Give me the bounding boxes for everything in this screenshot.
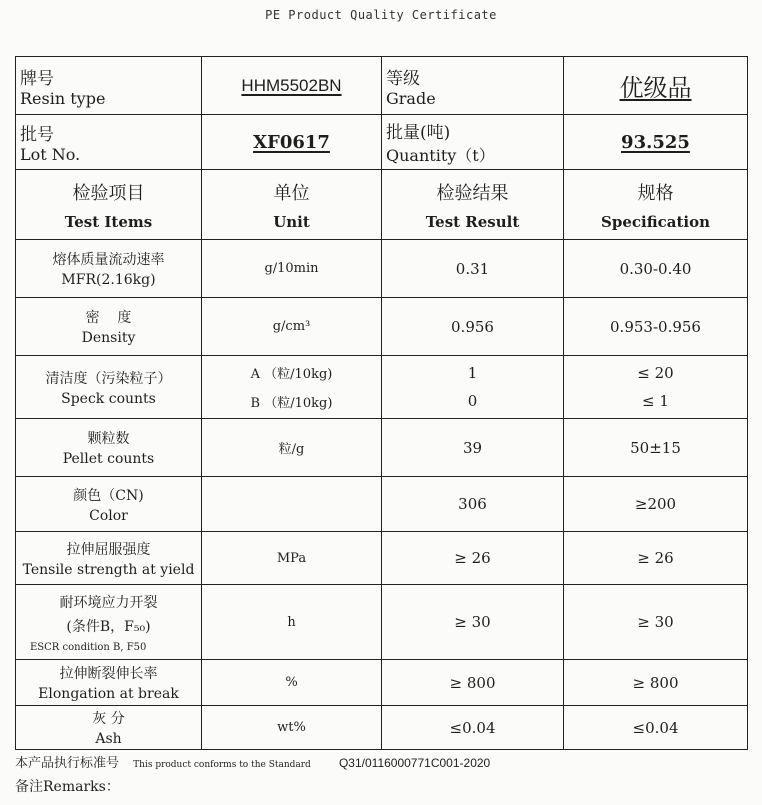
standard-en: This product conforms to the Standard xyxy=(133,760,311,770)
item-en: Pellet counts xyxy=(62,451,155,467)
header-en: Test Result xyxy=(425,212,520,231)
item-cn: 清洁度（污染粒子） xyxy=(45,370,172,387)
column-header-row xyxy=(16,170,748,240)
item-en: ESCR condition B, F50 xyxy=(30,641,147,653)
table-row xyxy=(16,706,748,750)
lot-cell xyxy=(202,115,382,170)
unit-cell: wt% xyxy=(202,706,382,750)
column-header-test-result xyxy=(382,170,564,240)
item-cn: 耐环境应力开裂 xyxy=(59,594,158,611)
grade-cn: 等级 xyxy=(386,68,420,89)
result-cell: 0.31 xyxy=(382,240,564,298)
item-cn: 拉伸屈服强度 xyxy=(66,541,151,558)
spec-cell: ≥ 26 xyxy=(564,532,748,585)
quantity-en: Quantity（t） xyxy=(386,146,495,165)
item-cell xyxy=(16,419,202,477)
spec-cell: 50±15 xyxy=(564,419,748,477)
result-cell: ≥ 26 xyxy=(382,532,564,585)
item-cn: 灰 分 xyxy=(92,711,125,727)
lot-cn: 批号 xyxy=(20,125,54,145)
item-cell xyxy=(16,477,202,532)
item-en: Speck counts xyxy=(61,390,156,407)
unit-cell: % xyxy=(202,660,382,706)
spec-a: ≤ 20 xyxy=(637,364,674,382)
grade-en: Grade xyxy=(386,88,436,108)
lot-label xyxy=(16,115,202,170)
table-row xyxy=(16,356,748,419)
spec-cell: 0.30-0.40 xyxy=(564,240,748,298)
unit-cell xyxy=(202,356,382,419)
table-row xyxy=(16,585,748,660)
header-en: Unit xyxy=(273,212,310,231)
item-cn: 颜色（CN) xyxy=(73,487,144,504)
spec-cell: ≥200 xyxy=(564,477,748,532)
item-cell xyxy=(16,298,202,356)
grade-value: 优级品 xyxy=(619,74,692,102)
unit-cell: h xyxy=(202,585,382,660)
resin-type-cell xyxy=(202,57,382,115)
item-cell xyxy=(16,660,202,706)
table-row xyxy=(16,532,748,585)
header-cn: 单位 xyxy=(273,182,310,204)
item-en: Color xyxy=(89,507,128,524)
certificate-table xyxy=(15,56,748,750)
spec-cell: ≥ 800 xyxy=(564,660,748,706)
header-en: Test Items xyxy=(64,212,153,231)
item-cn: 颗粒数 xyxy=(87,431,130,447)
grade-label xyxy=(382,57,564,115)
column-header-unit xyxy=(202,170,382,240)
item-cell xyxy=(16,532,202,585)
unit-a: A （粒/10kg) xyxy=(250,367,333,382)
header-en: Specification xyxy=(601,212,710,231)
resin-grade-row xyxy=(16,57,748,115)
spec-cell: ≥ 30 xyxy=(564,585,748,660)
remarks-label: 备注Remarks： xyxy=(15,779,120,795)
table-row xyxy=(16,419,748,477)
item-en: MFR(2.16kg) xyxy=(61,272,156,288)
item-cn-condition: (条件B，F₅₀) xyxy=(66,618,151,635)
item-cn: 密 度 xyxy=(85,310,132,326)
item-cn: 拉伸断裂伸长率 xyxy=(59,666,158,682)
spec-b: ≤ 1 xyxy=(642,392,669,410)
grade-cell xyxy=(564,57,748,115)
lot-quantity-row xyxy=(16,115,748,170)
item-cell xyxy=(16,240,202,298)
column-header-test-items xyxy=(16,170,202,240)
quantity-cn: 批量(吨) xyxy=(386,123,451,143)
header-cn: 检验项目 xyxy=(72,182,145,204)
result-b: 0 xyxy=(467,392,478,410)
item-en: Ash xyxy=(95,731,122,747)
unit-cell: g/cm³ xyxy=(202,298,382,356)
unit-cell: g/10min xyxy=(202,240,382,298)
spec-cell xyxy=(564,356,748,419)
table-row xyxy=(16,298,748,356)
resin-type-cn: 牌号 xyxy=(20,68,54,89)
result-cell: ≥ 30 xyxy=(382,585,564,660)
item-cell xyxy=(16,356,202,419)
standard-code: Q31/0116000771C001-2020 xyxy=(338,756,491,770)
result-cell: 0.956 xyxy=(382,298,564,356)
result-cell: 39 xyxy=(382,419,564,477)
lot-en: Lot No. xyxy=(20,145,81,164)
resin-type-value: HHM5502BN xyxy=(241,75,342,95)
standard-line xyxy=(15,752,490,771)
result-a: 1 xyxy=(467,364,478,382)
item-en: Density xyxy=(81,330,136,346)
unit-cell: MPa xyxy=(202,532,382,585)
quantity-cell xyxy=(564,115,748,170)
result-cell: ≥ 800 xyxy=(382,660,564,706)
resin-type-label xyxy=(16,57,202,115)
item-cell xyxy=(16,585,202,660)
unit-cell xyxy=(202,477,382,532)
unit-cell: 粒/g xyxy=(202,419,382,477)
spec-cell: 0.953-0.956 xyxy=(564,298,748,356)
column-header-specification xyxy=(564,170,748,240)
table-row xyxy=(16,660,748,706)
lot-value: XF0617 xyxy=(253,131,330,153)
quantity-label xyxy=(382,115,564,170)
quantity-value: 93.525 xyxy=(621,131,690,153)
header-cn: 规格 xyxy=(637,182,674,204)
result-cell xyxy=(382,356,564,419)
item-cell xyxy=(16,706,202,750)
resin-type-en: Resin type xyxy=(20,88,106,108)
result-cell: 306 xyxy=(382,477,564,532)
item-cn: 熔体质量流动速率 xyxy=(52,252,165,268)
item-en: Elongation at break xyxy=(38,686,179,702)
unit-b: B （粒/10kg) xyxy=(250,396,333,411)
certificate-title: PE Product Quality Certificate xyxy=(265,8,497,22)
standard-cn: 本产品执行标准号 xyxy=(15,756,120,771)
item-en: Tensile strength at yield xyxy=(22,561,195,578)
result-cell: ≤0.04 xyxy=(382,706,564,750)
table-row xyxy=(16,477,748,532)
spec-cell: ≤0.04 xyxy=(564,706,748,750)
header-cn: 检验结果 xyxy=(436,182,509,204)
table-row xyxy=(16,240,748,298)
